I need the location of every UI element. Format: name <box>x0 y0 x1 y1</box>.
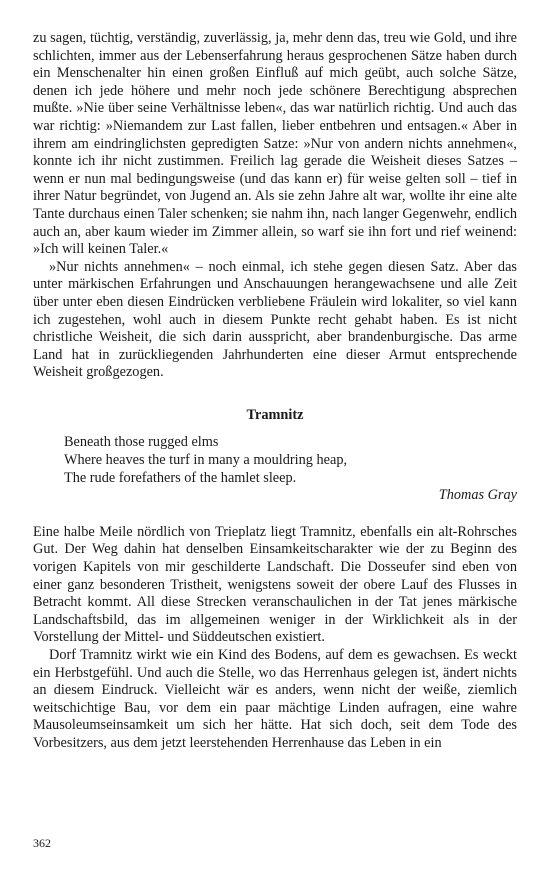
paragraph-nur-nichts-annehmen: »Nur nichts annehmen« – noch einmal, ich stehe gegen diesen Satz. Aber das unter märkischen Erfahrungen und Anschauungen herangewachsene und alle Zeit über unter eben diesen Eindrücken verbliebene Fräulein wird lokaliter, so viel kann ich zugestehen, wohl auch in diesem Punkte recht gehabt haben. Es ist nicht christliche Weisheit, die sich darin ausspricht, aber brandenburgische. Das arme Land hat in zurückliegenden Jahrhunderten eine dieser Armut entsprechende Weisheit großgezogen. <box>33 258 517 381</box>
epigraph-author: Thomas Gray <box>438 487 517 504</box>
epigraph-line: Where heaves the turf in many a mouldring heap, <box>64 452 348 469</box>
page-number: 362 <box>33 836 51 850</box>
epigraph <box>64 434 517 487</box>
epigraph-line: The rude forefathers of the hamlet sleep. <box>64 469 297 486</box>
book-page <box>33 30 517 753</box>
paragraph-tramnitz-intro: Eine halbe Meile nördlich von Trieplatz liegt Tramnitz, ebenfalls ein alt-Rohrsches Gut. Der Weg dahin hat denselben Einsamkeitscharakter wie der zu Beginn des vorigen Kapitels von mir geschilderte Landschaft. Die Dosseufer sind eben von einer ganz besonderen Tristheit, wenigstens soweit der obere Lauf des Flusses in Betracht kommt. All diese Strecken veranschaulichen in der Tat jenes märkische Landschaftsbild, das im allgemeinen weniger in der Wirklichkeit als in der Vorstellung der Mittel- und Süddeutschen existiert. <box>33 523 517 646</box>
section-title: Tramnitz <box>246 406 304 423</box>
paragraph-continued: zu sagen, tüchtig, verständig, zuverlässig, ja, mehr denn das, treu wie Gold, und ihre schlichten, immer aus der Lebenserfahrung heraus gesprochenen Sätze haben durch ein Menschenalter hin einen großen Einfluß auf mich geübt, auch solche Sätze, denen ich jede höhere und mehr noch jede schönere Berechtigung absprechen mußte. »Nie über seine Verhältnisse leben«, das war natürlich richtig. Und auch das war richtig: »Niemandem zur Last fallen, lieber entbehren und entsagen.« Aber in ihrem am eindringlichsten gepredigten Satze: »Nur von andern nichts annehmen«, konnte ich ihr nicht zustimmen. Freilich lag gerade die Weisheit dieses Satzes – wenn er nun mal bedingungsweise (und das kann er) für weise gelten soll – tief in ihrer Natur begründet, von Jugend an. Als sie zehn Jahre alt war, wollte ihr eine alte Tante durchaus einen Taler schenken; sie nahm ihn, nach langer Gegenwehr, endlich auch an, aber kaum wieder im Zimmer allein, so warf sie ihn fort und rief weinend: »Ich will keinen Taler.« <box>33 30 517 258</box>
paragraph-dorf-tramnitz: Dorf Tramnitz wirkt wie ein Kind des Bodens, auf dem es gewachsen. Es weckt ein Herbstgefühl. Und auch die Stelle, wo das Herrenhaus gelegen ist, ändert nichts an diesem Eindruck. Vielleicht wär es anders, wenn nicht der weiße, ziemlich weitschichtige Bau, vor dem ein paar mächtige Linden aufragen, eine wahre Mausoleumseinsamkeit um sich her hätte. Hat sich doch, seit dem Tode des Vorbesitzers, aus dem jetzt leerstehenden Herrenhause das Leben in ein <box>33 647 517 751</box>
epigraph-line: Beneath those rugged elms <box>64 434 219 451</box>
